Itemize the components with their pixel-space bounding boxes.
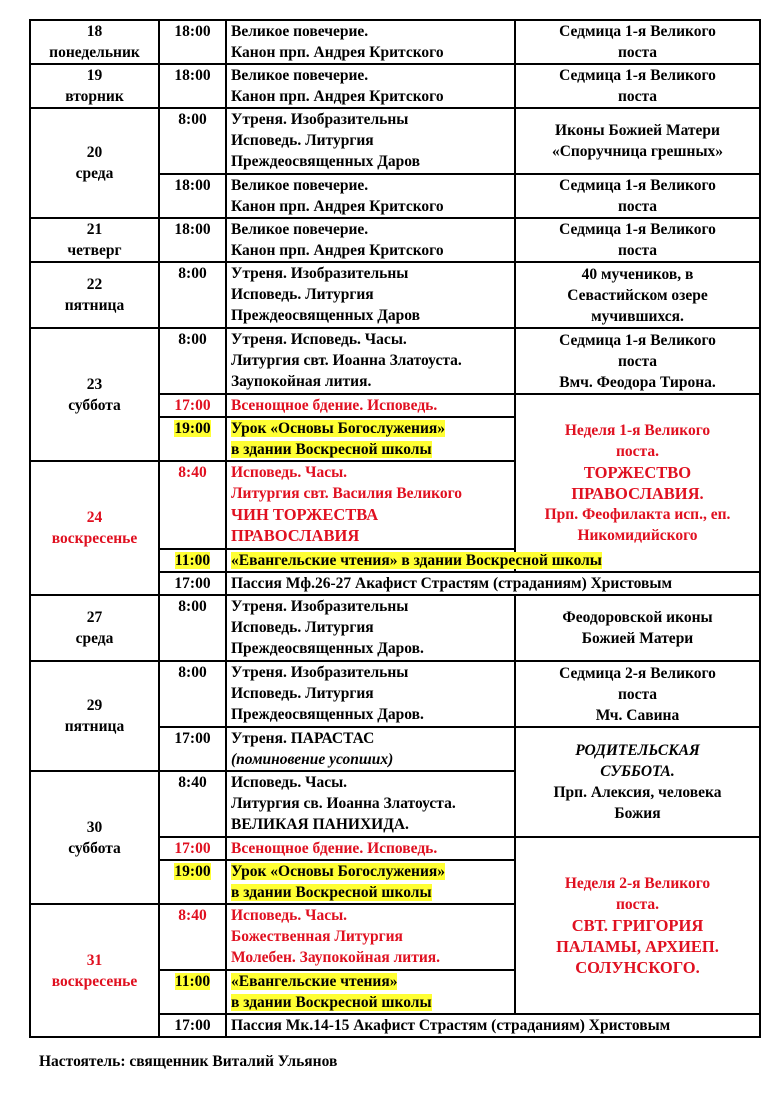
service-cell: Всенощное бдение. Исповедь.: [226, 837, 515, 860]
service-line: ВЕЛИКАЯ ПАНИХИДА.: [231, 816, 409, 833]
service-cell: [226, 727, 515, 771]
time-cell: 8:00: [159, 595, 226, 661]
time-cell: 18:00: [159, 218, 226, 262]
weekday: пятница: [64, 718, 125, 735]
service-cell: [226, 64, 515, 108]
service-cell: [226, 904, 515, 970]
time-highlight: 19:00: [174, 863, 211, 880]
service-line: Литургия свт. Иоанна Златоуста.: [231, 352, 462, 369]
time-cell: 8:40: [159, 771, 226, 837]
service-cell: [226, 860, 515, 904]
note-line: СУББОТА.: [600, 763, 675, 780]
time-cell: 17:00: [159, 727, 226, 771]
weekday: воскресенье: [51, 972, 138, 990]
note-line: Никомидийского: [577, 527, 698, 544]
service-line: Великое повечерие.: [231, 221, 369, 238]
service-line: Канон прп. Андрея Критского: [231, 44, 444, 61]
footer-signature: Настоятель: священник Виталий Ульянов: [39, 1053, 338, 1070]
time-cell: 8:40: [159, 461, 226, 549]
time-cell: 18:00: [159, 64, 226, 108]
time-cell: 8:00: [159, 108, 226, 174]
service-line: в здании Воскресной школы: [231, 884, 432, 901]
note-line: поста: [617, 44, 658, 61]
service-line: Заупокойная лития.: [231, 373, 372, 390]
service-line: (поминовение усопших): [231, 751, 394, 768]
service-cell: [226, 20, 515, 64]
service-cell: [226, 461, 515, 549]
service-line: Преждеосвященных Даров.: [231, 640, 424, 657]
service-line: Литургия св. Иоанна Златоуста.: [231, 795, 456, 812]
time-cell: 18:00: [159, 20, 226, 64]
note-cell: [515, 394, 760, 572]
service-cell: [226, 771, 515, 837]
time-cell: [159, 417, 226, 461]
note-line: Божия: [614, 805, 661, 822]
service-line: Великое повечерие.: [231, 23, 369, 40]
note-line: Прп. Алексия, человека: [553, 784, 722, 801]
note-line: Седмица 1-я Великого: [559, 331, 716, 349]
service-line: Канон прп. Андрея Критского: [231, 88, 444, 105]
weekday: воскресенье: [51, 530, 138, 547]
note-line: поста: [617, 198, 658, 215]
day-number: 18: [86, 23, 103, 40]
note-line: Неделя 2-я Великого: [564, 875, 711, 892]
note-cell: [515, 64, 760, 108]
service-line: Утреня. Изобразительны: [231, 111, 409, 128]
day-number: 27: [86, 609, 103, 626]
service-line: в здании Воскресной школы: [231, 441, 432, 458]
note-line: Феодоровской иконы: [562, 609, 713, 626]
note-cell: [515, 595, 760, 661]
time-cell: 8:00: [159, 328, 226, 394]
note-line: «Споручница грешных»: [551, 143, 724, 160]
note-cell: [515, 174, 760, 218]
weekday: четверг: [67, 242, 122, 259]
service-line: Молебен. Заупокойная лития.: [231, 949, 441, 966]
service-cell: Всенощное бдение. Исповедь.: [226, 394, 515, 417]
note-cell: [515, 218, 760, 262]
service-line: Урок «Основы Богослужения»: [231, 863, 446, 880]
time-cell: 17:00: [159, 394, 226, 417]
service-line: Исповедь. Литургия: [231, 286, 374, 303]
note-cell: [515, 661, 760, 727]
service-cell: Пассия Мк.14-15 Акафист Страстям (страданиям) Христовым: [226, 1014, 760, 1037]
service-line: Преждеосвященных Даров.: [231, 706, 424, 723]
day-number: 22: [86, 276, 103, 293]
weekday: суббота: [68, 396, 121, 414]
time-cell: 18:00: [159, 174, 226, 218]
schedule-table: [29, 19, 761, 1038]
service-cell: [226, 595, 515, 661]
note-line: РОДИТЕЛЬСКАЯ: [575, 742, 700, 759]
note-line: Божией Матери: [581, 630, 694, 647]
service-line: Урок «Основы Богослужения»: [231, 420, 446, 437]
day-cell: [30, 904, 159, 1037]
table-row: [30, 64, 760, 108]
service-line: Утреня. Изобразительны: [231, 265, 409, 282]
service-line: Преждеосвященных Даров: [231, 307, 421, 324]
service-line: ПРАВОСЛАВИЯ: [231, 526, 360, 545]
day-cell: [30, 218, 159, 262]
weekday: понедельник: [49, 44, 140, 61]
time-cell: 8:00: [159, 661, 226, 727]
weekday: среда: [75, 165, 114, 182]
day-cell: [30, 64, 159, 108]
day-cell: [30, 328, 159, 461]
service-line: Исповедь. Часы.: [231, 774, 348, 791]
service-line: Утреня. Изобразительны: [231, 664, 409, 681]
service-line: Исповедь. Часы.: [231, 907, 348, 924]
service-line: Исповедь. Литургия: [231, 132, 374, 149]
day-number: 19: [86, 67, 103, 84]
note-line: ПАЛАМЫ, АРХИЕП.: [556, 937, 719, 956]
day-number: 21: [86, 221, 103, 238]
service-line: Канон прп. Андрея Критского: [231, 198, 444, 215]
time-highlight: 19:00: [174, 420, 211, 437]
note-line: Седмица 1-я Великого: [559, 23, 716, 40]
note-line: Мч. Савина: [595, 706, 680, 724]
day-cell: [30, 461, 159, 595]
day-number: 24: [86, 509, 103, 526]
note-line: Седмица 1-я Великого: [559, 67, 716, 84]
day-cell: [30, 595, 159, 661]
note-cell: [515, 262, 760, 328]
note-line: поста: [617, 88, 658, 105]
time-highlight: 11:00: [174, 552, 211, 569]
table-row: [30, 20, 760, 64]
note-cell: [515, 20, 760, 64]
time-highlight: 11:00: [174, 973, 211, 990]
service-cell: [226, 262, 515, 328]
weekday: среда: [75, 630, 114, 647]
note-line: Неделя 1-я Великого: [564, 422, 711, 439]
weekday: вторник: [65, 88, 124, 105]
service-cell: [226, 108, 515, 174]
note-line: Седмица 1-я Великого: [559, 221, 716, 238]
note-line: Седмица 1-я Великого: [559, 177, 716, 194]
note-line: 40 мучеников, в: [581, 265, 694, 283]
note-cell: [515, 837, 760, 1014]
service-line: Исповедь. Литургия: [231, 685, 374, 702]
service-line: Литургия свт. Василия Великого: [231, 485, 463, 502]
service-line: Исповедь. Литургия: [231, 619, 374, 636]
service-line: «Евангельские чтения» в здании Воскресной школы: [231, 552, 602, 569]
note-line: мучившихся.: [591, 307, 684, 325]
note-line: поста: [617, 352, 658, 370]
day-cell: [30, 262, 159, 328]
service-line: Великое повечерие.: [231, 67, 369, 84]
note-line: поста.: [616, 896, 659, 913]
service-line: Исповедь. Часы.: [231, 464, 348, 481]
service-cell: [226, 417, 515, 461]
day-number: 29: [86, 697, 103, 714]
weekday: пятница: [64, 297, 125, 314]
service-line: Утреня. ПАРАСТАС: [231, 730, 375, 747]
note-cell: [515, 727, 760, 837]
note-line: Вмч. Феодора Тирона.: [559, 373, 716, 391]
weekday: суббота: [68, 839, 121, 857]
day-number: 23: [86, 375, 103, 393]
service-cell: [226, 549, 760, 572]
service-line: Утреня. Изобразительны: [231, 598, 409, 615]
time-cell: 17:00: [159, 1014, 226, 1037]
note-line: СОЛУНСКОГО.: [575, 958, 700, 977]
service-line: «Евангельские чтения»: [231, 973, 398, 990]
time-cell: [159, 860, 226, 904]
service-cell: [226, 218, 515, 262]
time-cell: 8:40: [159, 904, 226, 970]
service-line: ЧИН ТОРЖЕСТВА: [231, 505, 379, 524]
day-number: 30: [86, 818, 103, 836]
table-row: [30, 262, 760, 328]
service-cell: [226, 970, 515, 1014]
note-line: ТОРЖЕСТВО: [583, 463, 692, 482]
day-cell: [30, 108, 159, 218]
note-line: Иконы Божией Матери: [555, 122, 720, 139]
note-line: ПРАВОСЛАВИЯ.: [571, 484, 704, 503]
note-line: Севастийском озере: [567, 286, 708, 304]
note-cell: [515, 328, 760, 394]
table-row: [30, 661, 760, 727]
service-line: Преждеосвященных Даров: [231, 153, 421, 170]
service-line: Утреня. Исповедь. Часы.: [231, 331, 407, 348]
note-line: Прп. Феофилакта исп., еп.: [544, 506, 731, 523]
day-cell: [30, 20, 159, 64]
service-cell: [226, 661, 515, 727]
note-line: поста: [617, 242, 658, 259]
note-cell: [515, 108, 760, 174]
day-cell: [30, 771, 159, 904]
service-cell: Пассия Мф.26-27 Акафист Страстям (страданиям) Христовым: [226, 572, 760, 595]
table-row: [30, 108, 760, 174]
service-line: Божественная Литургия: [231, 928, 403, 945]
service-cell: [226, 174, 515, 218]
time-cell: [159, 549, 226, 572]
service-line: Великое повечерие.: [231, 177, 369, 194]
time-cell: 8:00: [159, 262, 226, 328]
note-line: СВТ. ГРИГОРИЯ: [571, 916, 704, 935]
day-number: 31: [86, 951, 103, 969]
time-cell: 17:00: [159, 837, 226, 860]
note-line: поста.: [616, 443, 659, 460]
note-line: Седмица 2-я Великого: [559, 664, 716, 682]
time-cell: [159, 970, 226, 1014]
table-row: [30, 328, 760, 394]
service-cell: [226, 328, 515, 394]
day-cell: [30, 661, 159, 771]
note-line: поста: [617, 685, 658, 703]
table-row: [30, 595, 760, 661]
service-line: в здании Воскресной школы: [231, 994, 432, 1011]
table-row: [30, 218, 760, 262]
day-number: 20: [86, 144, 103, 161]
service-line: Канон прп. Андрея Критского: [231, 242, 444, 259]
time-cell: 17:00: [159, 572, 226, 595]
